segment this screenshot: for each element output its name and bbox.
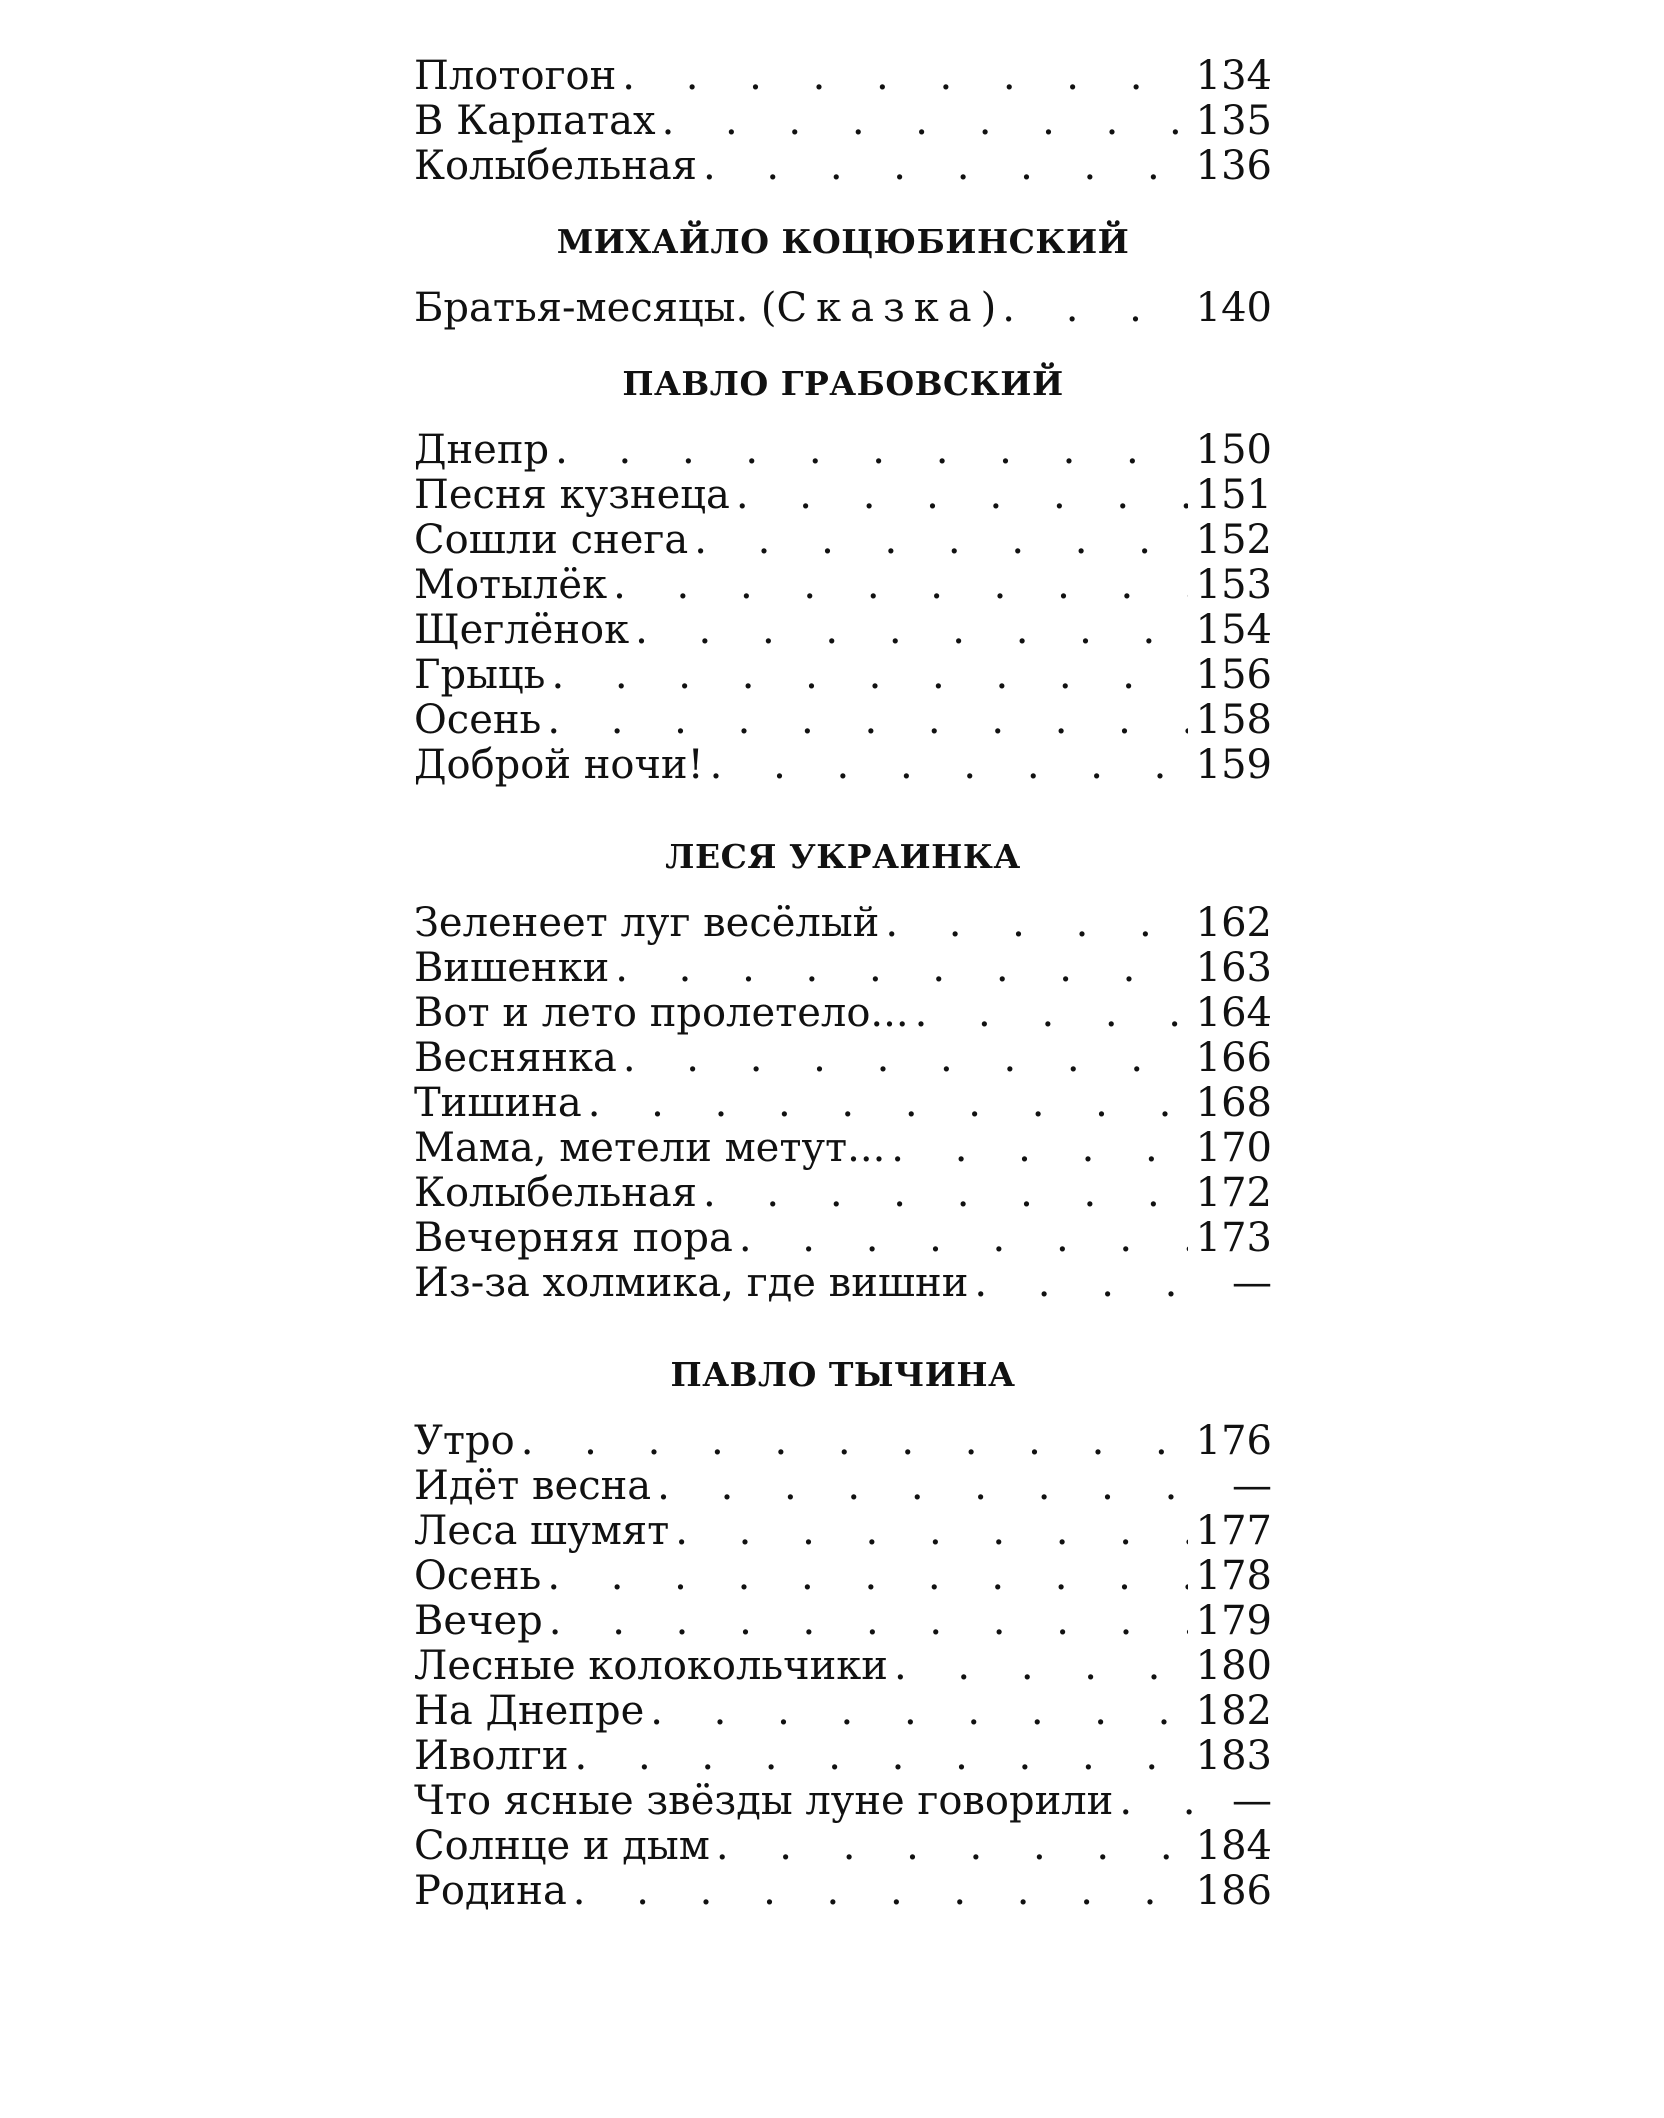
entry-page-number: 136	[1195, 143, 1272, 189]
toc-entry	[414, 563, 1272, 608]
toc-entry	[414, 1509, 1272, 1554]
dot-leader	[716, 1824, 1188, 1869]
entry-page-number: 173	[1195, 1215, 1272, 1261]
entry-page-number: —	[1232, 1260, 1272, 1306]
dot-leader	[650, 1689, 1187, 1734]
toc-entry	[414, 1126, 1272, 1171]
entry-page-number: 166	[1195, 1035, 1272, 1081]
dot-leader	[551, 653, 1187, 698]
entry-page-number: 184	[1195, 1823, 1272, 1869]
toc-section	[414, 834, 1272, 1306]
entry-title: Осень	[414, 697, 542, 743]
toc-entry	[414, 946, 1272, 991]
entry-page-number: 135	[1195, 98, 1272, 144]
toc-entry	[414, 1171, 1272, 1216]
toc-entry	[414, 1689, 1272, 1734]
entry-title: Лесные колокольчики	[414, 1643, 888, 1689]
entry-title: Тишина	[414, 1080, 582, 1126]
entry-page-number: 168	[1195, 1080, 1272, 1126]
dot-leader	[521, 1419, 1188, 1464]
toc-entry	[414, 1644, 1272, 1689]
entry-title: Осень	[414, 1553, 542, 1599]
entry-page-number: 156	[1195, 652, 1272, 698]
entry-title: Утро	[414, 1418, 515, 1464]
dot-leader	[894, 1644, 1188, 1689]
toc-entry	[414, 286, 1272, 331]
toc-entry	[414, 428, 1272, 473]
entry-page-number: 176	[1195, 1418, 1272, 1464]
dot-leader	[662, 99, 1188, 144]
dot-leader	[657, 1464, 1192, 1509]
entry-title: Сошли снега	[414, 517, 689, 563]
entry-title: На Днепре	[414, 1688, 645, 1734]
entry-page-number: 134	[1195, 53, 1272, 99]
entry-title: Грыць	[414, 652, 546, 698]
entry-title: Иволги	[414, 1733, 569, 1779]
entry-title: Идёт весна	[414, 1463, 652, 1509]
entry-title: Родина	[414, 1868, 567, 1914]
entry-page-number: —	[1232, 1778, 1272, 1824]
entry-title: Леса шумят	[414, 1508, 670, 1554]
table-of-contents	[414, 54, 1272, 1914]
dot-leader	[547, 1554, 1187, 1599]
entry-page-number: 164	[1195, 990, 1272, 1036]
toc-entry	[414, 54, 1272, 99]
entry-page-number: 153	[1195, 562, 1272, 608]
entry-page-number: 163	[1195, 945, 1272, 991]
toc-entry	[414, 1081, 1272, 1126]
entry-title: Вечерняя пора	[414, 1215, 733, 1261]
entry-title: Плотогон	[414, 53, 617, 99]
entry-title: Колыбельная	[414, 1170, 697, 1216]
dot-leader	[1002, 286, 1187, 331]
toc-entry	[414, 653, 1272, 698]
toc-section	[414, 361, 1272, 788]
toc-entry	[414, 1599, 1272, 1644]
entry-title: Колыбельная	[414, 143, 697, 189]
entry-title: В Карпатах	[414, 98, 656, 144]
toc-entry	[414, 1554, 1272, 1599]
dot-leader	[615, 946, 1187, 991]
entry-page-number: 186	[1195, 1868, 1272, 1914]
toc-entry	[414, 1261, 1272, 1306]
entry-page-number: 140	[1195, 285, 1272, 331]
toc-section	[414, 219, 1272, 331]
entry-page-number: 150	[1195, 427, 1272, 473]
entry-page-number: 162	[1195, 900, 1272, 946]
dot-leader	[588, 1081, 1188, 1126]
entry-page-number: —	[1232, 1463, 1272, 1509]
entry-page-number: 178	[1195, 1553, 1272, 1599]
toc-entry	[414, 1464, 1272, 1509]
entry-page-number: 159	[1195, 742, 1272, 788]
toc-entry	[414, 1869, 1272, 1914]
dot-leader	[635, 608, 1188, 653]
entry-title: Вечер	[414, 1598, 543, 1644]
entry-title: Из-за холмика, где вишни	[414, 1260, 969, 1306]
toc-entry	[414, 1824, 1272, 1869]
dot-leader	[622, 54, 1187, 99]
entry-page-number: 183	[1195, 1733, 1272, 1779]
dot-leader	[703, 144, 1188, 189]
dot-leader	[915, 991, 1188, 1036]
dot-leader	[575, 1734, 1188, 1779]
entry-title: Мотылёк	[414, 562, 608, 608]
entry-title: Веснянка	[414, 1035, 617, 1081]
entry-title: Братья-месяцы. (Сказка)	[414, 285, 997, 331]
toc-entry	[414, 99, 1272, 144]
dot-leader	[710, 743, 1188, 788]
toc-section	[414, 54, 1272, 189]
dot-leader	[549, 1599, 1188, 1644]
entry-title: Щеглёнок	[414, 607, 630, 653]
entry-page-number: 180	[1195, 1643, 1272, 1689]
toc-entry	[414, 608, 1272, 653]
author-heading: МИХАЙЛО КОЦЮБИНСКИЙ	[556, 222, 1130, 261]
dot-leader	[885, 901, 1187, 946]
dot-leader	[974, 1261, 1192, 1306]
toc-entry	[414, 901, 1272, 946]
dot-leader	[573, 1869, 1188, 1914]
entry-title: Вот и лето пролетело...	[414, 990, 909, 1036]
dot-leader	[555, 428, 1188, 473]
toc-entry	[414, 1779, 1272, 1824]
entry-page-number: 170	[1195, 1125, 1272, 1171]
toc-entry	[414, 1734, 1272, 1779]
entry-title: Мама, метели метут...	[414, 1125, 886, 1171]
dot-leader	[613, 563, 1188, 608]
toc-entry	[414, 698, 1272, 743]
entry-title: Днепр	[414, 427, 550, 473]
toc-entry	[414, 991, 1272, 1036]
entry-page-number: 179	[1195, 1598, 1272, 1644]
entry-title: Солнце и дым	[414, 1823, 710, 1869]
toc-entry	[414, 1216, 1272, 1261]
dot-leader	[623, 1036, 1188, 1081]
entry-title: Доброй ночи!	[414, 742, 704, 788]
toc-entry	[414, 473, 1272, 518]
dot-leader	[1119, 1779, 1192, 1824]
entry-title: Песня кузнеца	[414, 472, 730, 518]
author-heading: ПАВЛО ТЫЧИНА	[670, 1355, 1016, 1394]
entry-page-number: 177	[1195, 1508, 1272, 1554]
dot-leader	[736, 473, 1188, 518]
toc-entry	[414, 743, 1272, 788]
entry-page-number: 182	[1195, 1688, 1272, 1734]
entry-title: Зеленеет луг весёлый	[414, 900, 880, 946]
dot-leader	[739, 1216, 1188, 1261]
toc-section	[414, 1352, 1272, 1914]
entry-title: Вишенки	[414, 945, 610, 991]
dot-leader	[891, 1126, 1187, 1171]
dot-leader	[675, 1509, 1187, 1554]
author-heading: ПАВЛО ГРАБОВСКИЙ	[622, 364, 1064, 403]
entry-page-number: 154	[1195, 607, 1272, 653]
entry-page-number: 151	[1195, 472, 1272, 518]
dot-leader	[694, 518, 1187, 563]
toc-entry	[414, 1419, 1272, 1464]
toc-entry	[414, 1036, 1272, 1081]
entry-page-number: 172	[1195, 1170, 1272, 1216]
entry-page-number: 152	[1195, 517, 1272, 563]
toc-entry	[414, 144, 1272, 189]
entry-page-number: 158	[1195, 697, 1272, 743]
dot-leader	[703, 1171, 1188, 1216]
dot-leader	[547, 698, 1187, 743]
toc-entry	[414, 518, 1272, 563]
author-heading: ЛЕСЯ УКРАИНКА	[665, 837, 1021, 876]
entry-title: Что ясные звёзды луне говорили	[414, 1778, 1114, 1824]
